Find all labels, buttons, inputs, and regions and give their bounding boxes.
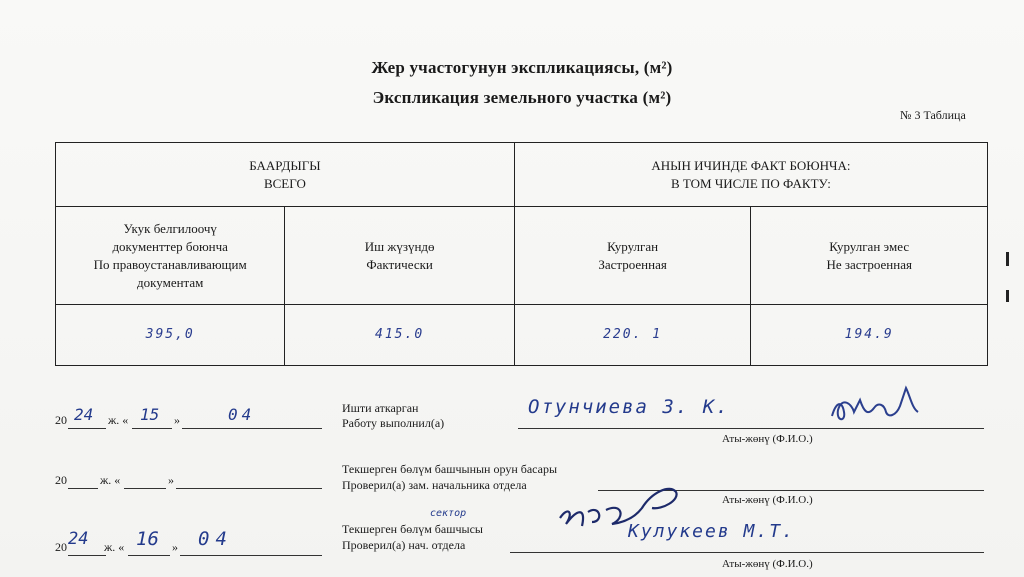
year-handwritten: 24 bbox=[74, 405, 94, 424]
year-handwritten: 24 bbox=[68, 529, 89, 549]
head-label-kg: Текшерген бөлүм башчысы bbox=[342, 522, 483, 536]
performer-name-handwritten: Отунчиева З. К. bbox=[528, 396, 730, 418]
head-fio-caption: Аты-жөнү (Ф.И.О.) bbox=[722, 558, 813, 570]
value-built: 220. 1 bbox=[514, 305, 751, 366]
year-prefix: 20 bbox=[55, 540, 67, 554]
head-name-handwritten: Кулукеев М.Т. bbox=[628, 521, 795, 542]
table-number: № 3 Таблица bbox=[900, 108, 966, 122]
title-russian: Экспликация земельного участка (м²) bbox=[372, 88, 672, 107]
col-by-documents: Укук белгилоочү документтер боюнча По правоустанавливающим документам bbox=[56, 207, 285, 305]
day-handwritten: 15 bbox=[140, 405, 160, 424]
month-line bbox=[176, 488, 322, 489]
col-built: Курулган Застроенная bbox=[514, 207, 751, 305]
value-actual: 415.0 bbox=[285, 305, 514, 366]
margin-mark-bottom bbox=[1006, 290, 1009, 302]
deputy-label-ru: Проверил(а) зам. начальника отдела bbox=[342, 478, 527, 492]
fact-header: АНЫН ИЧИНДЕ ФАКТ БОЮНЧА: В ТОМ ЧИСЛЕ ПО ФАКТУ: bbox=[514, 143, 987, 207]
day-handwritten: 16 bbox=[136, 528, 159, 550]
col-not-built: Курулган эмес Не застроенная bbox=[751, 207, 988, 305]
year-line bbox=[68, 555, 106, 556]
explication-table bbox=[55, 142, 988, 366]
head-name-line bbox=[510, 552, 984, 553]
sector-note-handwritten: сектор bbox=[430, 508, 467, 519]
year-prefix: 20 bbox=[55, 473, 67, 487]
day-close: » bbox=[174, 413, 180, 427]
year-suffix: ж. « bbox=[108, 413, 129, 427]
month-handwritten: 04 bbox=[228, 405, 256, 424]
day-line bbox=[124, 488, 166, 489]
margin-mark-top bbox=[1006, 252, 1009, 266]
day-line bbox=[128, 555, 170, 556]
performer-label-ru: Работу выполнил(а) bbox=[342, 416, 445, 430]
month-line bbox=[180, 555, 322, 556]
month-handwritten: 04 bbox=[198, 528, 233, 550]
head-label-ru: Проверил(а) нач. отдела bbox=[342, 538, 466, 552]
year-line bbox=[68, 428, 106, 429]
year-suffix: ж. « bbox=[104, 540, 125, 554]
month-line bbox=[182, 428, 322, 429]
year-prefix: 20 bbox=[55, 413, 67, 427]
deputy-label-kg: Текшерген бөлүм башчынын орун басары bbox=[342, 462, 558, 476]
performer-signature bbox=[826, 382, 926, 428]
day-line bbox=[132, 428, 172, 429]
title-kyrgyz: Жер участогунун экспликациясы, (м²) bbox=[371, 58, 673, 77]
year-suffix: ж. « bbox=[100, 473, 121, 487]
deputy-fio-caption: Аты-жөнү (Ф.И.О.) bbox=[722, 494, 813, 506]
day-close: » bbox=[172, 540, 178, 554]
value-by-documents: 395,0 bbox=[56, 305, 285, 366]
year-line bbox=[68, 488, 98, 489]
total-header: БААРДЫГЫ ВСЕГО bbox=[56, 143, 515, 207]
day-close: » bbox=[168, 473, 174, 487]
performer-name-line bbox=[518, 428, 984, 429]
col-actual: Иш жүзүндө Фактически bbox=[285, 207, 514, 305]
performer-label-kg: Ишти аткарган bbox=[342, 401, 419, 415]
value-not-built: 194.9 bbox=[751, 305, 988, 366]
performer-fio-caption: Аты-жөнү (Ф.И.О.) bbox=[722, 433, 813, 445]
